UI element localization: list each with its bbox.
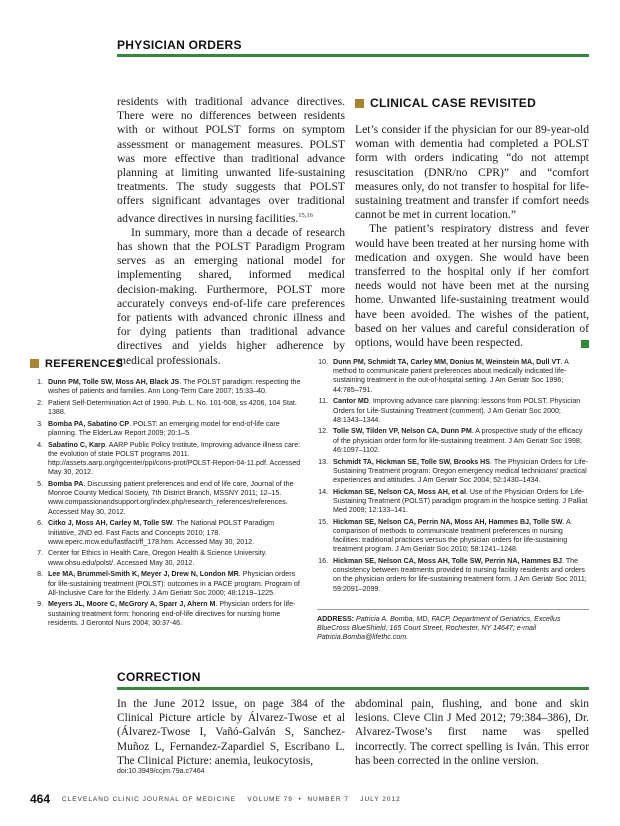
right-paragraph-2-text: The patient’s respiratory distress and fever would have been treated at her nursing home with medication and oxygen. She would have been transferred to the hospital only if her comfort needs would not have been met at the nursing home. Unwanted life-sustaining treatment would have been avoided. The wishes of the patient, based on her values and careful consideration of options, would have been respected. (355, 222, 589, 350)
reference-text: . The POLST paradigm: respecting the wishes of patients and families. Ann Long-Term Care 2007; 15:33–40. (48, 378, 301, 396)
reference-number: 16. (318, 557, 328, 566)
reference-authors: Dunn PM, Tolle SW, Moss AH, Black JS (48, 378, 180, 386)
reference-text: . Physician orders for life-sustaining treatment (POLST): outcomes in a PACE program. Program of All-Inclusive Care for the Elderly. J Am Geriatr Soc 2000; 48:1219–1225. (48, 570, 300, 597)
reference-item (315, 397, 589, 425)
reference-authors: Lee MA, Brummel-Smith K, Meyer J, Drew N, London MR (48, 570, 239, 579)
correction-left: In the June 2012 issue, on page 384 of the Clinical Picture article by Álvarez-Twose et al (Álvarez-Twose I, Vañó-Galván S, Sanchez-Muñoz L, Fernandez-Zapardiel S, Escribano L. The Clinical Picture: anemia, leukocytosis, (117, 698, 345, 767)
reference-authors: Sabatino C, Karp (48, 440, 106, 449)
journal-name: CLEVELAND CLINIC JOURNAL OF MEDICINE (62, 796, 237, 803)
right-paragraph-2 (355, 222, 589, 350)
section-header: PHYSICIAN ORDERS (117, 38, 242, 52)
address-text: Patricia A. Bomba, MD, FACP, Department of Geriatrics, Excellus BlueCross BlueShield, 165 Court Street, Rochester, NY 14647; e-mail Patricia.Bomba@lifethc.com. (317, 615, 561, 642)
reference-item (30, 420, 302, 438)
reference-authors: Dunn PM, Schmidt TA, Carley MM, Donius M, Weinstein MA, Dull VT (333, 358, 561, 366)
reference-text: . A comparison of methods to communicate treatment preferences in nursing facilities: traditional practices versus the physician orders for life-sustaining treatment program. J Am Geriatr Soc 2010; 58:1241–1248. (333, 517, 571, 554)
reference-item (315, 557, 589, 594)
clinical-case-heading (355, 96, 536, 110)
correction-right: abdominal pain, flushing, and bone and skin lesions. Cleve Clin J Med 2012; 79:384–386), Dr. Alvarez-Twose’s first name was spelled incorrectly. The correct spelling is Iván. This error has been corrected in the online version. (355, 698, 589, 767)
address-label: ADDRESS: (317, 615, 355, 623)
reference-authors: Hickman SE, Nelson CA, Moss AH, Tolle SW, Perrin NA, Hammes BJ (333, 557, 563, 566)
reference-number: 7. (37, 549, 43, 558)
reference-item (30, 600, 302, 628)
reference-number: 5. (37, 480, 43, 489)
header-rule (117, 54, 589, 57)
reference-number: 3. (37, 419, 43, 428)
reference-text: . The National POLST Paradigm Initiative, 2ND ed. Fast Facts and Concepts 2010; 178. www.eperc.mcw.edu/fastfact/ff_178.htm. Accessed May 30, 2012. (48, 519, 275, 546)
references-list-left (30, 378, 302, 631)
reference-number: 13. (318, 457, 328, 466)
reference-number: 11. (318, 397, 328, 406)
reference-number: 14. (318, 487, 328, 496)
address-block (317, 615, 589, 643)
reference-item (315, 488, 589, 516)
reference-authors: Citko J, Moss AH, Carley M, Tolle SW (48, 519, 173, 528)
reference-text: . Use of the Physician Orders for Life-Sustaining Treatment (POLST) paradigm program in the hospice setting. J Palliat Med 2009; 12:133–141. (333, 487, 588, 515)
end-mark-icon (581, 340, 589, 348)
references-list-right (315, 358, 589, 596)
reference-authors: Bomba PA, Sabatino CP (48, 419, 130, 428)
left-paragraph-2: In summary, more than a decade of research has shown that the POLST Paradigm Program serves as an emerging national model for implementing shared, informed medical decision-making. Furthermore, POLST more accurately conveys end-of-life care preferences for patients with advanced chronic illness and for dying patients than traditional advance directives and yields higher adherence by medical professionals. (117, 225, 345, 367)
reference-number: 15. (318, 517, 328, 526)
reference-text: . AARP Public Policy Institute, Improving advance illness care: the evolution of state POLST programs 2011. http://assets.aarp.org/rgcenter/ppi/cons-prot/POLST-Report-04-11.pdf. Accessed May 30, 2012. (48, 440, 301, 477)
reference-item (30, 570, 302, 598)
reference-authors: Bomba PA (48, 480, 84, 489)
reference-authors: Meyers JL, Moore C, McGrory A, Sparr J, Ahern M (48, 600, 216, 609)
reference-item (30, 519, 302, 547)
reference-authors: Cantor MD (333, 397, 369, 406)
reference-number: 4. (37, 440, 43, 449)
reference-text: . The consistency between treatments provided to nursing facility residents and orders on the physician orders for life-sustaining treatment form. J Am Geriatr Soc 2011; 59:2091–2099. (333, 557, 587, 593)
address-rule (317, 609, 589, 610)
reference-number: 6. (37, 519, 43, 528)
reference-text: . Improving advance care planning: lessons from POLST. Physician Orders for Life-Sustaining Treatment (comment). J Am Geriatr Soc 2000; 48:1343–1344. (333, 397, 581, 424)
reference-text: . Discussing patient preferences and end of life care, Journal of the Monroe County Medical Society, 7th District Branch, MSSNY 2011; 12–15. www.compassionandsupport.org/index.php/research_references/references. Accessed May 30, 2012. (48, 480, 294, 516)
left-paragraph-1-text: residents with traditional advance directives. There were no differences between residents with or without POLST forms on symptom assessment or management measures. POLST was more effective than traditional advance planning at limiting unwanted life-sustaining treatments. The study suggests that POLST offers significant advantages over traditional advance directives in nursing facilities. (117, 95, 345, 225)
reference-item (315, 427, 589, 455)
reference-text: . The Physician Orders for Life-Sustaining Treatment program: Oregon emergency medical technicians’ practical experiences and attitudes. J Am Geriatr Soc 2004; 52:1430–1434. (333, 457, 589, 484)
correction-rule (117, 687, 589, 690)
reference-text: . Physician orders for life-sustaining treatment form: honoring end-of-life directives for nursing home residents. J Gerontol Nurs 2004; 30:37-46. (48, 600, 296, 627)
reference-authors: Schmidt TA, Hickman SE, Tolle SW, Brooks HS (333, 457, 491, 466)
gold-square-icon (355, 99, 364, 108)
reference-item (315, 518, 589, 555)
citation: 15,16 (298, 211, 313, 219)
reference-item (30, 549, 302, 567)
right-paragraph-1: Let’s consider if the physician for our 89-year-old woman with dementia had completed a POLST form with orders indicating “do not attempt resuscitation (DNR/no CPR)” and “comfort measures only, do not transfer to hospital for life-sustaining treatment and transfer if comfort needs cannot be met in current location.” (355, 123, 589, 222)
reference-item (315, 358, 589, 395)
issue-number: NUMBER 7 (307, 796, 349, 803)
reference-number: 10. (318, 358, 328, 366)
issue-date: JULY 2012 (360, 796, 401, 803)
left-paragraph-1 (117, 95, 345, 226)
volume: VOLUME 79 (247, 796, 293, 803)
reference-number: 8. (37, 570, 43, 579)
reference-item (30, 480, 302, 517)
reference-item (30, 441, 302, 478)
reference-text: . POLST: an emerging model for end-of-life care planning. The ElderLaw Report 2009; 20:1–5. (48, 419, 280, 438)
reference-item (30, 378, 302, 396)
references-heading-text: REFERENCES (45, 358, 124, 370)
bullet: • (298, 796, 302, 803)
left-column (117, 95, 345, 368)
page-number: 464 (30, 792, 51, 806)
reference-authors: Tolle SW, Tilden VP, Nelson CA, Dunn PM (333, 427, 472, 436)
doi: doi:10.3949/ccjm.79a.c7464 (117, 768, 205, 775)
reference-number: 1. (37, 378, 43, 386)
footer-line (62, 796, 401, 803)
gold-square-icon (30, 359, 39, 368)
correction-heading: CORRECTION (117, 670, 201, 684)
reference-authors: Hickman SE, Nelson CA, Perrin NA, Moss AH, Hammes BJ, Tolle SW (333, 517, 563, 526)
reference-item (30, 399, 302, 417)
references-heading (30, 358, 123, 370)
clinical-case-heading-text: CLINICAL CASE REVISITED (370, 96, 537, 110)
reference-text: . A method to communicate patient preferences about medically indicated life-sustaining treatment in the out-of-hospital setting. J Am Geriatr Soc 1996; 44:785–791. (333, 358, 569, 394)
reference-text: Center for Ethics in Health Care, Oregon Health & Science University. www.ohsu.edu/polst/. Accessed May 30, 2012. (48, 549, 267, 567)
reference-item (315, 458, 589, 486)
reference-number: 12. (318, 427, 328, 436)
right-column (355, 123, 589, 350)
reference-number: 2. (37, 398, 43, 407)
reference-number: 9. (37, 600, 43, 609)
reference-text: Patient Self-Determination Act of 1990. Pub. L. No. 101-508, ss 4206, 104 Stat. 1388. (48, 398, 297, 417)
reference-authors: Hickman SE, Nelson CA, Moss AH, et al (333, 487, 466, 496)
reference-text: . A prospective study of the efficacy of the physician order form for life-sustaining treatment. J Am Geriatr Soc 1998; 46:1097–1102. (333, 427, 583, 454)
